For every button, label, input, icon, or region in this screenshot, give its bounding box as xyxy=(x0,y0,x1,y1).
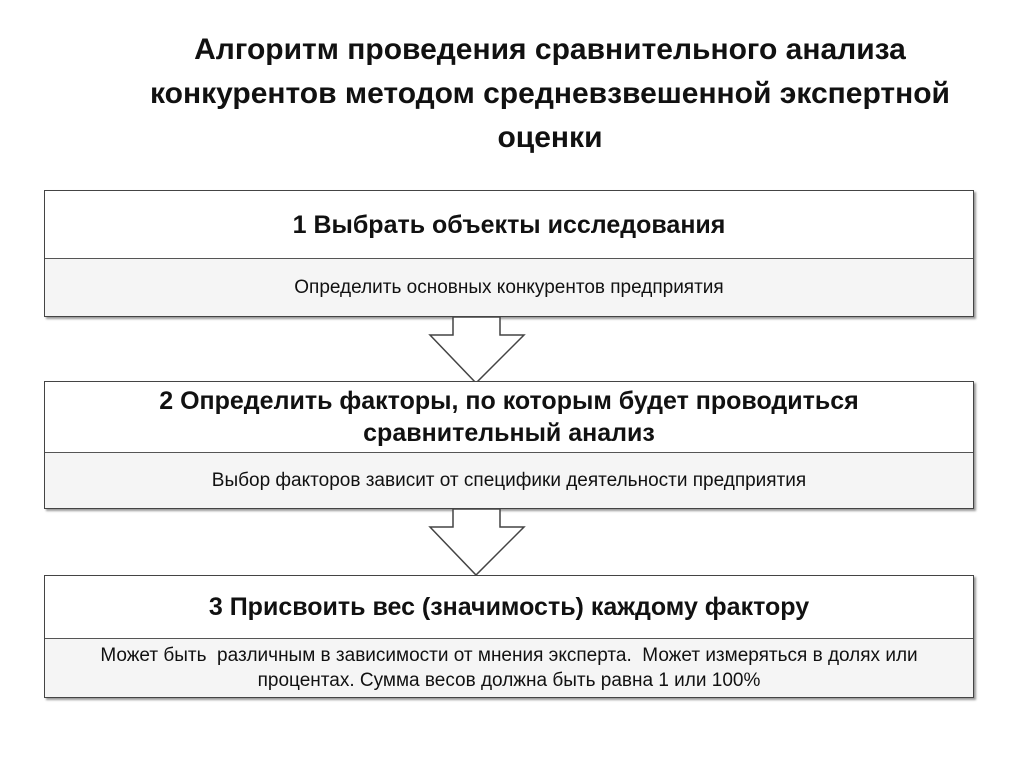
step-3-detail: Может быть различным в зависимости от мнения эксперта. Может измеряться в долях или процентах. Сумма весов должна быть равна 1 или 100% xyxy=(45,639,973,697)
step-2-box xyxy=(44,381,974,509)
step-3-heading: 3 Присвоить вес (значимость) каждому фактору xyxy=(45,576,973,639)
down-arrow-icon xyxy=(428,509,528,577)
slide-title: Алгоритм проведения сравнительного анализа конкурентов методом средневзвешенной экспертной оценки xyxy=(150,33,950,154)
step-1-box xyxy=(44,190,974,317)
step-2-detail: Выбор факторов зависит от специфики деятельности предприятия xyxy=(45,453,973,508)
step-1-detail: Определить основных конкурентов предприятия xyxy=(45,259,973,316)
step-1-heading: 1 Выбрать объекты исследования xyxy=(45,191,973,259)
down-arrow-icon xyxy=(428,317,528,385)
step-2-heading: 2 Определить факторы, по которым будет проводиться сравнительный анализ xyxy=(45,382,973,453)
step-3-box xyxy=(44,575,974,698)
